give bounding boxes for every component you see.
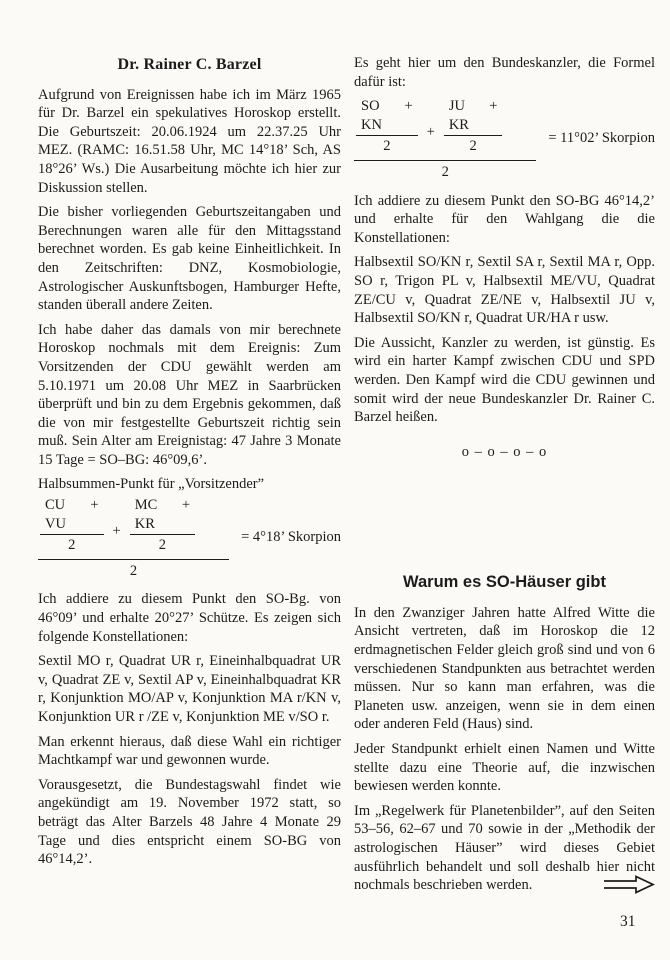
formula-bundeskanzler bbox=[354, 97, 655, 181]
formula-numerator: SO + KN bbox=[356, 97, 418, 136]
formula-sub-fraction bbox=[444, 97, 503, 156]
formula-sub-fraction bbox=[130, 496, 195, 555]
formula-label: Halbsummen-Punkt für „Vorsitzender” bbox=[38, 476, 265, 493]
page-number: 31 bbox=[620, 913, 636, 930]
paragraph: Ich addiere zu diesem Punkt den SO-Bg. von 46°09’ und erhalte 20°27’ Schütze. Es zeigen sich folgende Konstellationen: bbox=[38, 591, 341, 645]
plus-sign: + bbox=[112, 523, 121, 540]
section-divider: o – o – o – o bbox=[461, 443, 548, 460]
formula-sub-fraction bbox=[356, 97, 418, 156]
section-heading: Warum es SO-Häuser gibt bbox=[403, 573, 606, 592]
paragraph: Sextil MO r, Quadrat UR r, Eineinhalbquadrat UR v, Quadrat ZE v, Sextil AP v, Eineinhalbquadrat KR r, Konjunktion MO/AP v, Konjunktion MA r/KN v, Konjunktion UR r /ZE v, Konjunktion ME v/SO r. bbox=[38, 653, 341, 725]
formula-big-fraction bbox=[354, 97, 536, 181]
paragraph: Es geht hier um den Bundeskanzler, die Formel dafür ist: bbox=[354, 55, 655, 90]
paragraph: Die Aussicht, Kanzler zu werden, ist günstig. Es wird ein harter Kampf zwischen CDU und SPD werden. Den Kampf wird die CDU gewinnen und somit wird der neue Bundeskanzler Dr. Rainer C. Barzel heißen. bbox=[354, 334, 655, 426]
paragraph: Die bisher vorliegenden Geburtszeitangaben und Berechnungen waren alle für den Mittagsstand berechnet worden. Es gab keine Einheitlichkeit. In den Zeitschriften: DNZ, Kosmobiologie, Astrologischer Auskunftsbogen, Hamburger Hefte, standen überall andere Zeiten. bbox=[38, 204, 341, 314]
paragraph: Aufgrund von Ereignissen habe ich im März 1965 für Dr. Barzel ein spekulatives Horoskop erstellt. Die Geburtszeit: 20.06.1924 um 22.37.25 Uhr MEZ. (RAMC: 16.51.58 Uhr, MC 14°18’ Sch, AS 18°26’ Ws.) Die Ausarbeitung möchte ich hier zur Diskussion stellen. bbox=[38, 86, 341, 196]
paragraph: In den Zwanziger Jahren hatte Alfred Witte die Ansicht vertreten, daß im Horoskop die 12 erdmagnetischen Felder gleich groß sind und von 6 verschiedenen Standpunkten aus betrachtet werden müssen. Nur so kann man erfahren, was die Planeten usw. anzeigen, wenn sie in dem einen oder anderen Feld (Haus) sind. bbox=[354, 604, 655, 733]
formula-denominator: 2 bbox=[383, 138, 391, 155]
right-column bbox=[354, 54, 655, 895]
formula-vorsitzender bbox=[38, 496, 341, 580]
formula-numerator: MC + KR bbox=[130, 496, 195, 535]
paragraph: Vorausgesetzt, die Bundestagswahl findet wie angekündigt am 19. November 1972 statt, so beträgt das Alter Barzels 48 Jahre 4 Monate 29 Tage und dies entspricht einem SO-BG von 46°14,2’. bbox=[38, 776, 341, 868]
formula-main-denominator: 2 bbox=[129, 562, 138, 579]
formula-numerator-row bbox=[38, 496, 229, 560]
formula-numerator: JU + KR bbox=[444, 97, 503, 136]
formula-main-denominator: 2 bbox=[441, 163, 449, 180]
last-paragraph-block bbox=[354, 802, 655, 895]
formula-denominator: 2 bbox=[158, 537, 167, 554]
paragraph: Man erkennt hieraus, daß diese Wahl ein richtiger Machtkampf war und gewonnen wurde. bbox=[38, 733, 341, 769]
paragraph: Im „Regelwerk für Planetenbilder”, auf den Seiten 53–56, 62–67 und 70 sowie in der „Methodik der astrologischen Häuser” wird dieses Gebiet ausführlich behandelt und soll deshalb hier nicht nochmals beschrieben werden. bbox=[354, 802, 655, 894]
formula-result: = 11°02’ Skorpion bbox=[548, 130, 655, 147]
formula-denominator: 2 bbox=[68, 537, 76, 554]
paragraph: Jeder Standpunkt erhielt einen Namen und Witte stellte dazu eine Theorie auf, die inzwischen bewiesen werden konnte. bbox=[354, 741, 655, 795]
plus-sign: + bbox=[426, 124, 435, 141]
left-column bbox=[38, 54, 341, 875]
paragraph: Halbsextil SO/KN r, Sextil SA r, Sextil MA r, Opp. SO r, Trigon PL v, Halbsextil ME/VU, Quadrat ZE/CU v, Quadrat ZE/NE v, Halbsextil JU v, Halbsextil SO/KN r, Quadrat UR/HA r usw. bbox=[354, 254, 655, 327]
paragraph: Ich addiere zu diesem Punkt den SO-BG 46°14,2’ und erhalte für den Wahlgang die die Konstellationen: bbox=[354, 192, 655, 246]
article-heading: Dr. Rainer C. Barzel bbox=[117, 56, 262, 73]
formula-big-fraction bbox=[38, 496, 229, 580]
formula-numerator: CU + VU bbox=[40, 496, 104, 535]
continue-right-arrow-icon bbox=[603, 875, 655, 894]
formula-sub-fraction bbox=[40, 496, 104, 555]
formula-denominator: 2 bbox=[469, 138, 477, 155]
formula-numerator-row bbox=[354, 97, 536, 161]
formula-result: = 4°18’ Skorpion bbox=[241, 529, 341, 546]
paragraph: Ich habe daher das damals von mir berechnete Horoskop nochmals mit dem Ereignis: Zum Vorsitzenden der CDU gewählt werden am 5.10.1971 um 20.08 Uhr MEZ in Saarbrücken überprüft und bin zu dem Ergebnis gekommen, daß die von mir festgestellte Geburtszeit richtig sein muß. Sein Alter am Ereignistag: 47 Jahre 3 Monate 15 Tage = SO–BG: 46°09,6’. bbox=[38, 321, 341, 468]
